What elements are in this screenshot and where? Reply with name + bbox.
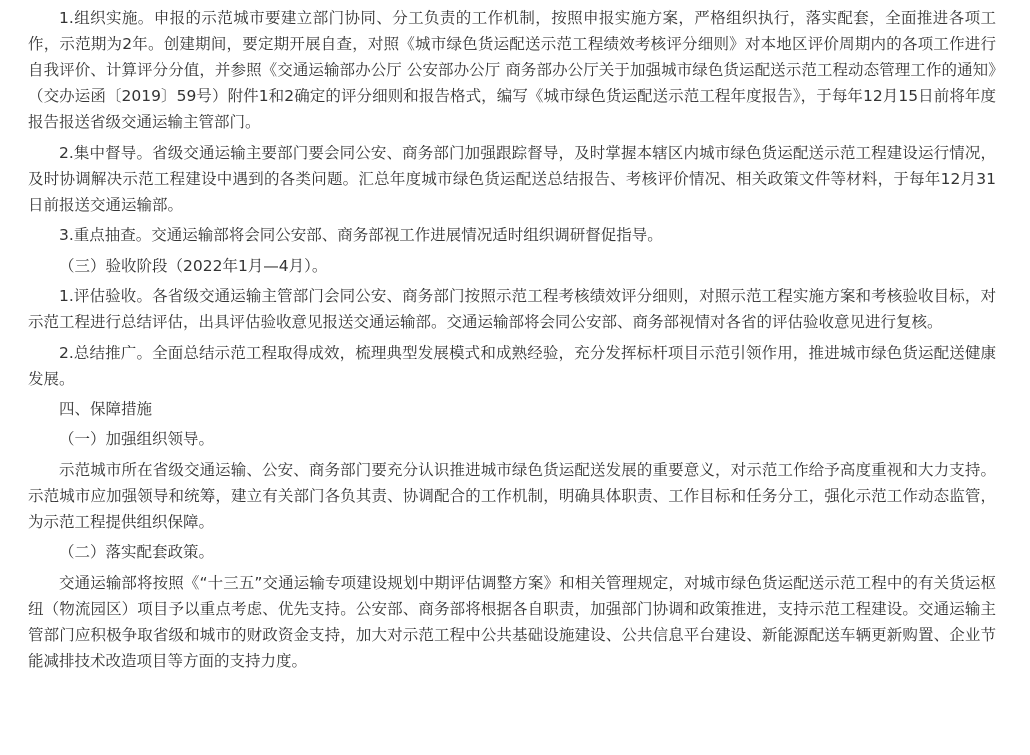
document-body xyxy=(28,5,996,679)
section-strengthen-leadership: （一）加强组织领导。 xyxy=(59,430,215,449)
paragraph-key-spot-check: 3.重点抽查。交通运输部将会同公安部、商务部视工作进展情况适时组织调研督促指导。 xyxy=(59,226,663,245)
section-supporting-policies: （二）落实配套政策。 xyxy=(59,543,215,562)
paragraph-organize-implementation: 1.组织实施。申报的示范城市要建立部门协同、分工负责的工作机制，按照申报实施方案，严格组织执行，落实配套，全面推进各项工作，示范期为2年。创建期间，要定期开展自查，对照《城市绿色货运配送示范工程绩效考核评分细则》对本地区评价周期内的各项工作进行自我评价、计算评分分值，并参照《交通运输部办公厅 公安部办公厅 商务部办公厅关于加强城市绿色货运配送示范工程动态管理工作的通知》（交办运函〔2019〕59号）附件1和2确定的评分细则和报告格式，编写《城市绿色货运配送示范工程年度报告》，于每年12月15日前将年度报告报送省级交通运输主管部门。 xyxy=(28,9,996,132)
paragraph-summary-promotion: 2.总结推广。全面总结示范工程取得成效，梳理典型发展模式和成熟经验，充分发挥标杆项目示范引领作用，推进城市绿色货运配送健康发展。 xyxy=(28,343,996,388)
paragraph-centralized-supervision: 2.集中督导。省级交通运输主要部门要会同公安、商务部门加强跟踪督导，及时掌握本辖区内城市绿色货运配送示范工程建设运行情况，及时协调解决示范工程建设中遇到的各类问题。汇总年度城市绿色货运配送总结报告、考核评价情况、相关政策文件等材料，于每年12月31日前报送交通运输部。 xyxy=(28,143,996,214)
paragraph-leadership-detail: 示范城市所在省级交通运输、公安、商务部门要充分认识推进城市绿色货运配送发展的重要意义，对示范工作给予高度重视和大力支持。示范城市应加强领导和统筹，建立有关部门各负其责、协调配合的工作机制，明确具体职责、工作目标和任务分工，强化示范工作动态监管，为示范工程提供组织保障。 xyxy=(28,460,996,532)
paragraph-evaluation-acceptance: 1.评估验收。各省级交通运输主管部门会同公安、商务部门按照示范工程考核绩效评分细则，对照示范工程实施方案和考核验收目标，对示范工程进行总结评估，出具评估验收意见报送交通运输部。交通运输部将会同公安部、商务部视情对各省的评估验收意见进行复核。 xyxy=(28,287,996,332)
paragraph-policies-detail: 交通运输部将按照《“十三五”交通运输专项建设规划中期评估调整方案》和相关管理规定，对城市绿色货运配送示范工程中的有关货运枢纽（物流园区）项目予以重点考虑、优先支持。公安部、商务部将根据各自职责，加强部门协调和政策推进，支持示范工程建设。交通运输主管部门应积极争取省级和城市的财政资金支持，加大对示范工程中公共基础设施建设、公共信息平台建设、新能源配送车辆更新购置、企业节能减排技术改造项目等方面的支持力度。 xyxy=(28,573,996,671)
section-safeguard-measures: 四、保障措施 xyxy=(59,400,153,419)
section-acceptance-stage: （三）验收阶段（2022年1月—4月）。 xyxy=(59,256,328,275)
